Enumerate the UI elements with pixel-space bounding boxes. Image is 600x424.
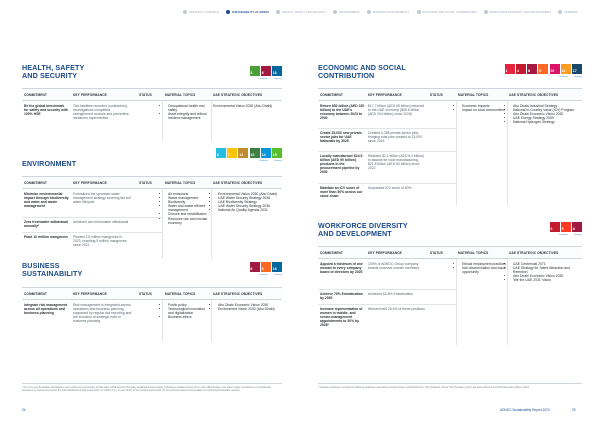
col-topics: MATERIAL TOPICS: [165, 92, 196, 97]
col-status: STATUS: [430, 250, 443, 255]
topics-cell: [163, 303, 211, 319]
footnote-right: * Includes employees meeting the following guidelines: Associate General Counsel, Vertical Director, Vice President, Senior Vice President, Chief, Executive Director and Chief Executive Officer (CEO): [318, 386, 530, 389]
column-divider: [162, 189, 163, 259]
col-objectives: UAE STRATEGIC OBJECTIVES: [213, 291, 263, 296]
topic-item: • Occupational health and safety: [168, 104, 211, 112]
nav-dot-icon: [417, 10, 421, 14]
performance-cell: Surpassed ICV score of 50%: [368, 186, 412, 190]
sdg-complete-label: Complete: [258, 159, 268, 162]
col-performance: KEY PERFORMANCE: [73, 291, 107, 296]
performance-cell: Created 4,358 private-sector jobs, bringing total jobs created to 23,000 since 2018: [368, 131, 422, 144]
row-divider: [318, 151, 456, 152]
col-topics: MATERIAL TOPICS: [165, 291, 196, 296]
nav-dot-icon: [558, 10, 562, 14]
column-divider: [211, 189, 212, 259]
sdg-goal-icon: 3: [250, 66, 260, 76]
sdg-goal-icon: 8: [527, 64, 537, 74]
sdg-goal-icon: 4: [516, 64, 526, 74]
nav-item-environment[interactable]: [333, 10, 359, 14]
nav-label: ECONOMIC AND SOCIAL CONTRIBUTION: [422, 10, 477, 14]
nav-item-economic[interactable]: [417, 10, 477, 14]
table-header: [318, 88, 582, 101]
sdg-goal-icon: 15: [272, 148, 282, 158]
sdg-group-business: [196, 262, 282, 276]
col-performance: KEY PERFORMANCE: [73, 92, 107, 97]
title-line: HEALTH, SAFETY: [22, 63, 85, 72]
col-objectives: UAE STRATEGIC OBJECTIVES: [213, 180, 263, 185]
col-status: STATUS: [139, 291, 152, 296]
table-body: [22, 101, 282, 141]
col-topics: MATERIAL TOPICS: [165, 180, 196, 185]
performance-cell: Achieved zero freshwater withdrawal: [73, 220, 129, 224]
title-line: CONTRIBUTION: [318, 71, 375, 81]
row-divider: [22, 232, 162, 233]
section-title-business: [22, 262, 152, 278]
table-header: [22, 287, 282, 300]
column-divider: [211, 101, 212, 141]
commitment-cell: Zero freshwater withdrawal annually*: [24, 220, 68, 229]
topic-item: • Economic impacts: [462, 104, 507, 108]
col-status: STATUS: [139, 92, 152, 97]
sdg-ongoing-label: Ongoing: [273, 273, 282, 276]
sdg-ongoing-label: Ongoing: [273, 159, 282, 162]
commitment-cell: Locally manufacture $24.5 billion (AED 90 billion) products in the procurement pipeline by 2030: [320, 154, 363, 175]
topics-cell: [457, 262, 507, 274]
column-divider: [456, 259, 457, 345]
title-line: SUSTAINABILITY: [22, 269, 83, 279]
sdg-goal-icon: 1: [505, 64, 515, 74]
nav-item-strategy[interactable]: [183, 10, 219, 14]
objectives-cell: [213, 192, 281, 212]
column-divider: [211, 300, 212, 342]
nav-label: APPENDIX: [564, 10, 578, 14]
commitment-cell: Increase representation of women in middle- and senior-management appointments to 30% by 2028*: [320, 307, 363, 328]
table-body: [318, 101, 582, 205]
topic-item: • Public policy: [168, 303, 211, 307]
row-divider: [318, 128, 456, 129]
nav-dot-icon: [183, 10, 187, 14]
nav-dot-icon: [367, 10, 371, 14]
page-number-left: 24: [22, 408, 26, 412]
objective-item: • Abu Dhabi Economic Vision 2030: [513, 274, 580, 278]
topic-item: • Non-discrimination and equal opportunity: [462, 266, 507, 274]
topic-item: • Water and waste effluent management: [168, 204, 211, 212]
objective-item: • UAE Water Security Strategy 2036: [218, 204, 281, 208]
sdg-goal-icon: 13: [250, 148, 260, 158]
sdg-ongoing-label: Ongoing: [573, 233, 582, 236]
commitment-cell: Maintain an ICV score of more than 50% across our value chain: [320, 186, 363, 199]
col-objectives: UAE STRATEGIC OBJECTIVES: [509, 92, 559, 97]
col-performance: KEY PERFORMANCE: [73, 180, 107, 185]
sdg-goal-icon: 8: [250, 262, 260, 272]
col-performance: KEY PERFORMANCE: [368, 250, 402, 255]
nav-label: ENVIRONMENT: [339, 10, 360, 14]
section-title-hss: [22, 64, 152, 80]
objective-item: • UAE Centennial 2071: [513, 262, 580, 266]
sdg-goal-icon: 16: [272, 262, 282, 272]
objective-item: • Environmental Vision 2030 (Abu Dhabi): [218, 192, 281, 196]
nav-dot-icon: [226, 10, 230, 14]
col-status: STATUS: [139, 180, 152, 185]
objectives-cell: Environmental Vision 2030 (Abu Dhabi): [213, 104, 273, 108]
table-header: [318, 246, 582, 259]
sdg-goal-icon: 8: [572, 222, 582, 232]
sdg-group-hss: [196, 66, 282, 80]
performance-cell: Achieved 62.8% Emiratization: [368, 292, 414, 296]
sdg-goal-icon: 14: [261, 148, 271, 158]
sdg-goal-icon: 9: [261, 262, 271, 272]
sdg-complete-label: Complete: [558, 75, 568, 78]
objective-item: • Environment Vision 2030 (Abu Dhabi): [218, 307, 281, 311]
col-commitment: COMMITMENT: [24, 180, 47, 185]
sdg-goal-icon: 8: [261, 66, 271, 76]
section-title-environment: [22, 160, 152, 168]
objective-item: • National In-Country Value (ICV) Program: [513, 108, 580, 112]
objective-item: • UAE Water Security Strategy 2036: [218, 196, 281, 200]
commitment-cell: Be the global benchmark for safety and security with 100% HSE: [24, 104, 68, 117]
sdg-goal-icon: 5: [561, 222, 571, 232]
topic-item: • Biodiversity: [168, 200, 211, 204]
nav-dot-icon: [333, 10, 337, 14]
nav-label: BUSINESS SUSTAINABILITY: [372, 10, 410, 14]
table-environment: [22, 176, 282, 259]
col-commitment: COMMITMENT: [320, 250, 343, 255]
sdg-goal-icon: 12: [238, 148, 248, 158]
nav-dot-icon: [484, 10, 488, 14]
row-divider: [318, 289, 456, 290]
sdg-goal-icon: 9: [538, 64, 548, 74]
performance-cell: Women held 26.4% of these positions: [368, 307, 425, 311]
page-number-right: 25: [572, 408, 576, 412]
topic-item: • Asset integrity and critical incident management: [168, 112, 211, 120]
performance-cell: $17.7 billion (AED 65 billion) returned to the UAE economy ($55.6 billion (AED 204 billion) since 2018): [368, 104, 425, 117]
objectives-cell: [508, 104, 580, 124]
sdg-complete-label: Complete: [258, 77, 268, 80]
topic-item: • Business ethics: [168, 315, 211, 319]
commitment-cell: Plant 10 million mangroves: [24, 235, 68, 239]
footnote-divider: [22, 383, 282, 384]
objective-item: • UAE Biodiversity Strategy: [218, 200, 281, 204]
sdg-complete-label: Complete: [258, 273, 268, 276]
sdg-ongoing-label: Ongoing: [573, 75, 582, 78]
nav-item-appendix[interactable]: [558, 10, 578, 14]
row-divider: [22, 217, 162, 218]
table-business: [22, 287, 282, 342]
sdg-goal-icon: 6: [216, 148, 226, 158]
topic-item: • Ethical employment practices: [462, 262, 507, 266]
performance-cell: Two fatalities recorded (contractors), investigations completed, strengthened controls and preventive measures implemented: [73, 104, 129, 121]
table-body: [22, 189, 282, 259]
nav-label: STRATEGY & PROFILE: [188, 10, 219, 14]
row-divider: [318, 183, 456, 184]
sdg-group-workforce: [490, 222, 582, 236]
column-divider: [507, 259, 508, 345]
report-name-footer: ADNOC Sustainability Report 2023: [500, 408, 550, 412]
topic-item: • Waste management: [168, 196, 211, 200]
table-workforce: [318, 246, 582, 345]
row-divider: [318, 304, 456, 305]
sdg-ongoing-label: Ongoing: [273, 77, 282, 80]
commitment-cell: Appoint a minimum of one woman to every company board of directors by 2025: [320, 262, 363, 275]
performance-cell: Realized $2.1 billion (AED 8.4 billion) in awards for local manufacturing, $21.8 billion (AED 80 billion) since 2022: [368, 154, 424, 171]
performance-cell: Planted 2.5 million mangroves in 2023, reaching 5 million mangroves since 2021: [73, 235, 127, 248]
title-line: ENVIRONMENT: [22, 159, 77, 168]
column-divider: [162, 300, 163, 342]
topic-item: • Closure and rehabilitation: [168, 212, 211, 216]
title-line: BUSINESS: [22, 261, 60, 270]
nav-dot-icon: [276, 10, 280, 14]
report-navigation: [183, 10, 578, 14]
commitment-cell: Return $50 billion (AED 220 billion) to the UAE's economy between 2023 to 2030: [320, 104, 365, 121]
sdg-goal-icon: 17: [572, 64, 582, 74]
column-divider: [162, 101, 163, 141]
col-commitment: COMMITMENT: [24, 92, 47, 97]
sdg-goal-icon: 10: [550, 64, 560, 74]
sdg-goal-icon: 16: [272, 66, 282, 76]
table-body: [318, 259, 582, 345]
col-commitment: COMMITMENT: [24, 291, 47, 296]
sdg-goal-icon: 7: [227, 148, 237, 158]
nav-label: WORKFORCE DIVERSITY AND DEVELOPMENT: [489, 10, 552, 14]
title-line: AND DEVELOPMENT: [318, 229, 392, 239]
table-header: [22, 176, 282, 189]
topic-item: • Technological innovation and digitalization: [168, 307, 211, 315]
objectives-cell: [213, 303, 281, 311]
section-title-economic: [318, 64, 448, 80]
sdg-group-economic: [490, 64, 582, 78]
footnote-left: * Our zero-new-freshwater-withdrawal to are reported as a proportion of total water withdrawal for third-party desalinated water supply. Following a detailed review of our plant effluent-water, new water supply (membranes or mechanical) processes, to represent less than the total withdrawal of total consumption of 1,600 m³/yr), in ever library to the overall requirements. To our environmental recommendation is commercial freshwater relevant.: [22, 386, 271, 392]
commitment-cell: Create 25,000 new private-sector jobs for UAE Nationals by 2028: [320, 131, 363, 144]
table-economic: [318, 88, 582, 205]
col-status: STATUS: [430, 92, 443, 97]
table-header: [22, 88, 282, 101]
column-divider: [507, 101, 508, 205]
topics-cell: [457, 104, 507, 112]
commitment-cell: Minimize environmental impact through biodiversity and water and waste management: [24, 192, 69, 209]
commitment-cell: Integrate risk management across all operations and business planning: [24, 303, 68, 316]
objective-item: • Abu Dhabi Industrial Strategy: [513, 104, 580, 108]
col-commitment: COMMITMENT: [320, 92, 343, 97]
performance-cell: Risk management is integrated across operations and business planning, supported by regular risk reporting and the inclusion of strategic risks in business planning: [73, 303, 132, 324]
topic-item: • Air emissions: [168, 192, 211, 196]
performance-cell: 100% of ADNOC Group company boards inclusive women members: [368, 262, 420, 271]
col-objectives: UAE STRATEGIC OBJECTIVES: [509, 250, 559, 255]
topic-item: • Resource use and circular economy: [168, 217, 211, 225]
nav-item-hss[interactable]: [276, 10, 326, 14]
objective-item: • Abu Dhabi Economic Vision 2030: [513, 112, 580, 116]
title-line: WORKFORCE DIVERSITY: [318, 221, 408, 230]
table-body: [22, 300, 282, 342]
performance-cell: Formalized the upstream water management strategy covering the full water lifecycle: [73, 192, 131, 205]
objective-item: • UAE Energy Strategy 2050: [513, 116, 580, 120]
objective-item: • National Air Quality Agenda 2031: [218, 208, 281, 212]
nav-label: HEALTH, SAFETY AND SECURITY: [282, 10, 327, 14]
section-title-workforce: [318, 222, 448, 238]
title-line: AND SECURITY: [22, 71, 78, 81]
objective-item: • 'We the UAE 2031' vision: [513, 278, 580, 282]
sdg-goal-icon: 4: [550, 222, 560, 232]
column-divider: [456, 101, 457, 205]
sdg-group-environment: [196, 148, 282, 162]
sdg-goal-icon: 11: [561, 64, 571, 74]
commitment-cell: Achieve 70% Emiratization by 2030: [320, 292, 363, 301]
objective-item: • National Hydrogen Strategy: [513, 120, 580, 124]
col-topics: MATERIAL TOPICS: [458, 92, 489, 97]
topics-cell: [163, 104, 211, 120]
topic-item: • Impact on local communities: [462, 108, 507, 112]
sdg-complete-label: Complete: [558, 233, 568, 236]
table-hss: [22, 88, 282, 141]
nav-item-business[interactable]: [367, 10, 410, 14]
col-topics: MATERIAL TOPICS: [458, 250, 489, 255]
objective-item: • UAE Strategy for Talent Attraction and Retention: [513, 266, 580, 274]
nav-item-workforce[interactable]: [484, 10, 551, 14]
objective-item: • Abu Dhabi Economic Vision 2030: [218, 303, 281, 307]
nav-label: SUSTAINABILITY AT ADNOC: [231, 10, 270, 14]
footnote-divider: [318, 383, 582, 384]
col-objectives: UAE STRATEGIC OBJECTIVES: [213, 92, 263, 97]
topics-cell: [163, 192, 211, 225]
title-line: ECONOMIC AND SOCIAL: [318, 63, 406, 72]
objectives-cell: [508, 262, 580, 282]
col-performance: KEY PERFORMANCE: [368, 92, 402, 97]
nav-item-sustainability[interactable]: [226, 10, 270, 14]
